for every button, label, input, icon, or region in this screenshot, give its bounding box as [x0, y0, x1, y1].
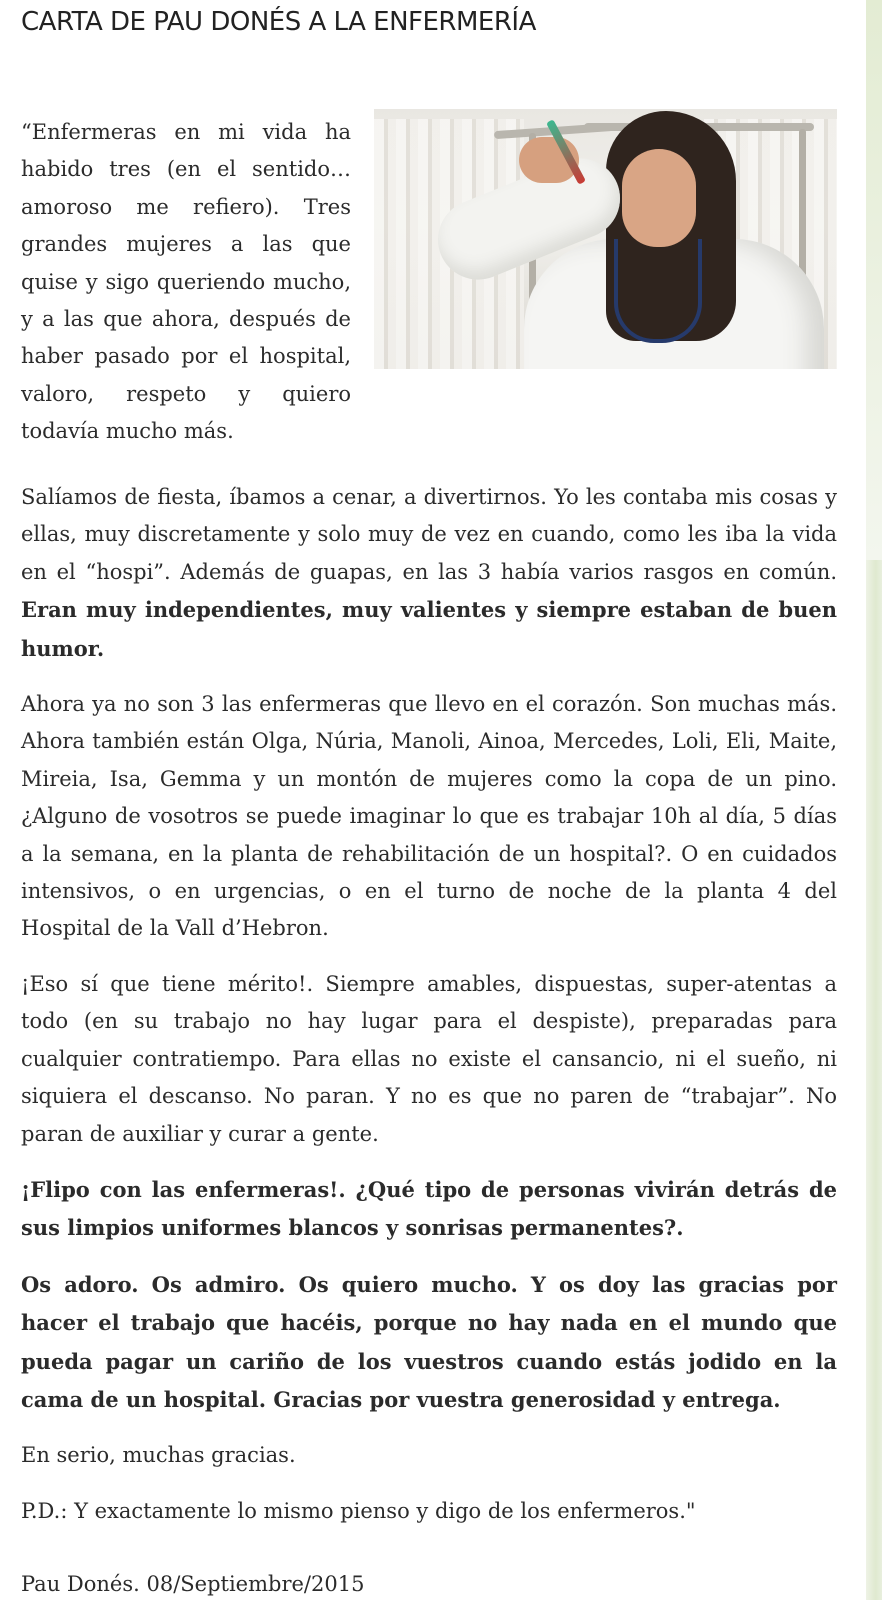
paragraph-7: P.D.: Y exactamente lo mismo pienso y digo de los enfermeros."	[21, 1498, 696, 1523]
intro-paragraph: “Enfermeras en mi vida ha habido tres (en el sentido… amoroso me refiero). Tres grandes mujeres a las que quise y sigo queriendo mucho, y a las que ahora, después de haber pasado por el hospital, valoro, respeto y quiero todavía mucho más.	[21, 120, 351, 444]
paragraph-4	[21, 1171, 837, 1248]
paragraph-4-bold: ¡Flipo con las enfermeras!. ¿Qué tipo de personas vivirán detrás de sus limpios uniformes blancos y sonrisas permanentes?.	[21, 1176, 837, 1241]
paragraph-1-text: Salíamos de fiesta, íbamos a cenar, a divertirnos. Yo les contaba mis cosas y ellas, muy discretamente y solo muy de vez en cuando, como les iba la vida en el “hospi”. Además de guapas, en las 3 había varios rasgos en común.	[21, 485, 837, 584]
paragraph-6: En serio, muchas gracias.	[21, 1443, 296, 1468]
intro-block	[21, 114, 837, 458]
paragraph-5	[21, 1266, 837, 1420]
signature: Pau Donés. 08/Septiembre/2015	[21, 1572, 365, 1597]
paragraph-3: ¡Eso sí que tiene mérito!. Siempre amables, dispuestas, super-atentas a todo (en su trabajo no hay lugar para el despiste), preparadas para cualquier contratiempo. Para ellas no existe el cansancio, ni el sueño, ni siquiera el descanso. No paran. Y no es que no paren de “trabajar”. No paran de auxiliar y curar a gente.	[21, 971, 837, 1146]
stethoscope-icon	[614, 239, 702, 343]
paragraph-5-bold: Os adoro. Os admiro. Os quiero mucho. Y os doy las gracias por hacer el trabajo que hacéis, porque no hay nada en el mundo que pueda pagar un cariño de los vuestros cuando estás jodido en la cama de un hospital. Gracias por vuestra generosidad y entrega.	[21, 1271, 837, 1412]
face	[622, 149, 696, 247]
paragraph-1	[21, 479, 837, 668]
right-margin-strip	[866, 0, 882, 1600]
nurse-photo	[374, 109, 837, 369]
article-title: CARTA DE PAU DONÉS A LA ENFERMERÍA	[21, 7, 536, 37]
article	[21, 0, 837, 1603]
paragraph-1-bold: Eran muy independientes, muy valientes y siempre estaban de buen humor.	[21, 597, 837, 661]
paragraph-2: Ahora ya no son 3 las enfermeras que llevo en el corazón. Son muchas más. Ahora también están Olga, Núria, Manoli, Ainoa, Mercedes, Loli, Eli, Maite, Mireia, Isa, Gemma y un montón de mujeres como la copa de un pino. ¿Alguno de vosotros se puede imaginar lo que es trabajar 10h al día, 5 días a la semana, en la planta de rehabilitación de un hospital?. O en cuidados intensivos, o en urgencias, o en el turno de noche de la planta 4 del Hospital de la Vall d’Hebron.	[21, 692, 837, 941]
right-margin-fade	[866, 0, 882, 560]
